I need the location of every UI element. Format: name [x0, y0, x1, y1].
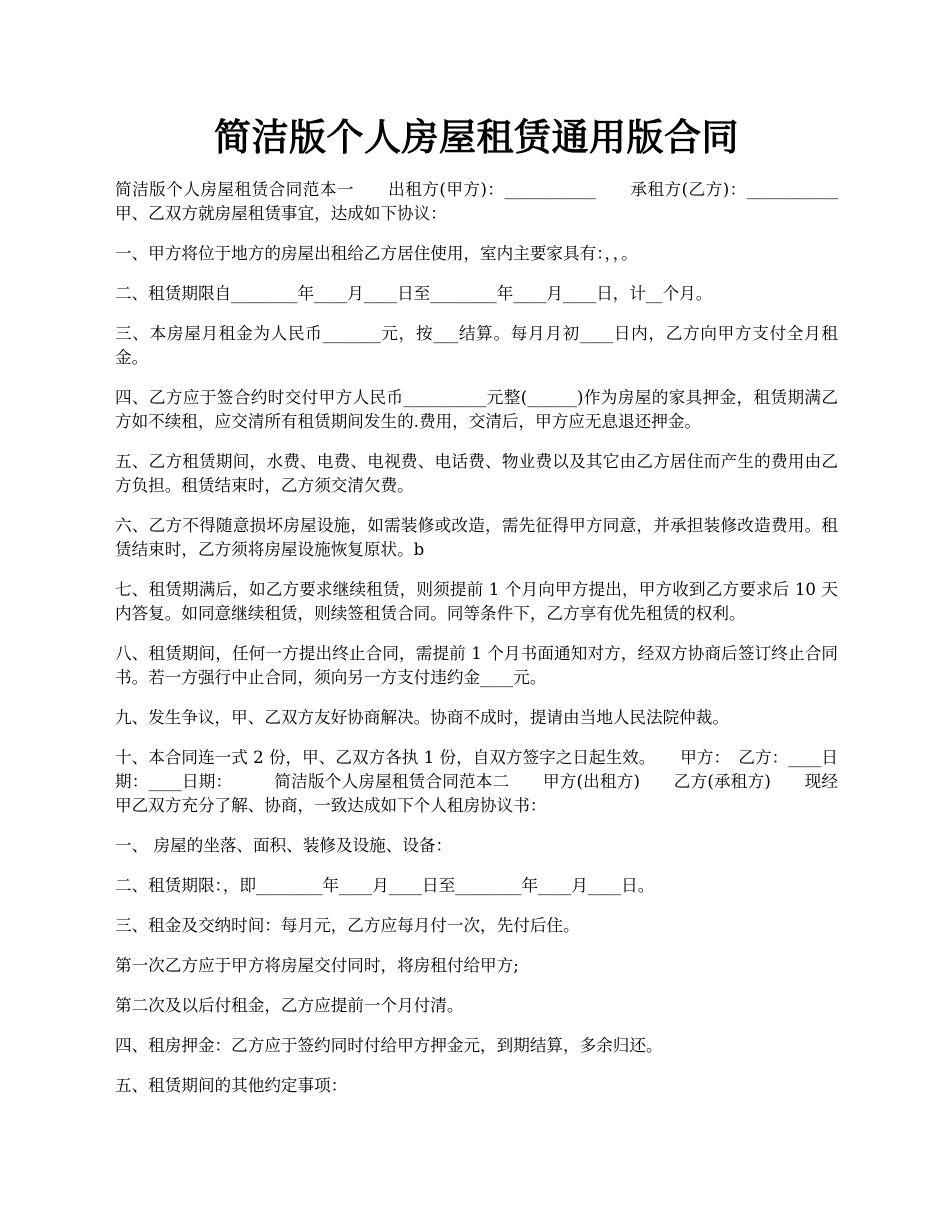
paragraph-9: 九、发生争议，甲、乙双方友好协商解决。协商不成时，提请由当地人民法院仲裁。 [115, 708, 729, 727]
document-title: 简洁版个人房屋租赁通用版合同 [214, 115, 739, 159]
paragraph-5: 五、乙方租赁期间，水费、电费、电视费、电话费、物业费以及其它由乙方居住而产生的费用由乙方负担。租赁结束时，乙方须交清欠费。 [115, 452, 838, 495]
document-body [115, 178, 872, 1098]
paragraph-b3-first: 第一次乙方应于甲方将房屋交付同时，将房租付给甲方; [115, 956, 519, 975]
paragraph-intro: 简洁版个人房屋租赁合同范本一 出租方(甲方)：___________ 承租方(乙方)：___________ 甲、乙双方就房屋租赁事宜，达成如下协议： [115, 180, 872, 223]
paragraph-b5: 五、租赁期间的其他约定事项： [115, 1076, 348, 1095]
paragraph-7: 七、租赁期满后，如乙方要求继续租赁，则须提前 1 个月向甲方提出，甲方收到乙方要求后 10 天内答复。如同意继续租赁，则续签租赁合同。同等条件下，乙方享有优先租赁的权利。 [115, 580, 838, 623]
paragraph-8: 八、租赁期间，任何一方提出终止合同，需提前 1 个月书面通知对方，经双方协商后签订终止合同书。若一方强行中止合同，须向另一方支付违约金____元。 [115, 644, 838, 687]
paragraph-1: 一、甲方将位于地方的房屋出租给乙方居住使用，室内主要家具有：，，。 [115, 244, 638, 263]
paragraph-2: 二、租赁期限自________年____月____日至________年____月____日，计__个月。 [115, 284, 713, 303]
paragraph-3: 三、本房屋月租金为人民币_______元，按___结算。每月月初____日内，乙方向甲方支付全月租金。 [115, 324, 838, 367]
paragraph-b3-second: 第二次及以后付租金，乙方应提前一个月付清。 [115, 996, 464, 1015]
paragraph-b3: 三、租金及交纳时间：每月元，乙方应每月付一次，先付后住。 [115, 916, 580, 935]
paragraph-b2: 二、租赁期限：，即________年____月____日至________年____月____日。 [115, 876, 655, 895]
paragraph-6: 六、乙方不得随意损坏房屋设施，如需装修或改造，需先征得甲方同意，并承担装修改造费用。租赁结束时，乙方须将房屋设施恢复原状。b [115, 516, 838, 559]
paragraph-b1: 一、 房屋的坐落、面积、装修及设施、设备： [115, 836, 453, 855]
paragraph-10: 十、本合同连一式 2 份，甲、乙双方各执 1 份，自双方签字之日起生效。 甲方： 乙方：____日期：____日期： 简洁版个人房屋租赁合同范本二 甲方(出租方) 乙方(承租方) 现经甲乙双方充分了解、协商，一致达成如下个人租房协议书： [115, 748, 838, 815]
paragraph-b4: 四、租房押金：乙方应于签约同时付给甲方押金元，到期结算，多余归还。 [115, 1036, 663, 1055]
paragraph-4: 四、乙方应于签合约时交付甲方人民币__________元整(______)作为房屋的家具押金，租赁期满乙方如不续租，应交清所有租赁期间发生的.费用，交清后，甲方应无息退还押金。 [115, 388, 838, 431]
document-page [115, 0, 872, 1114]
